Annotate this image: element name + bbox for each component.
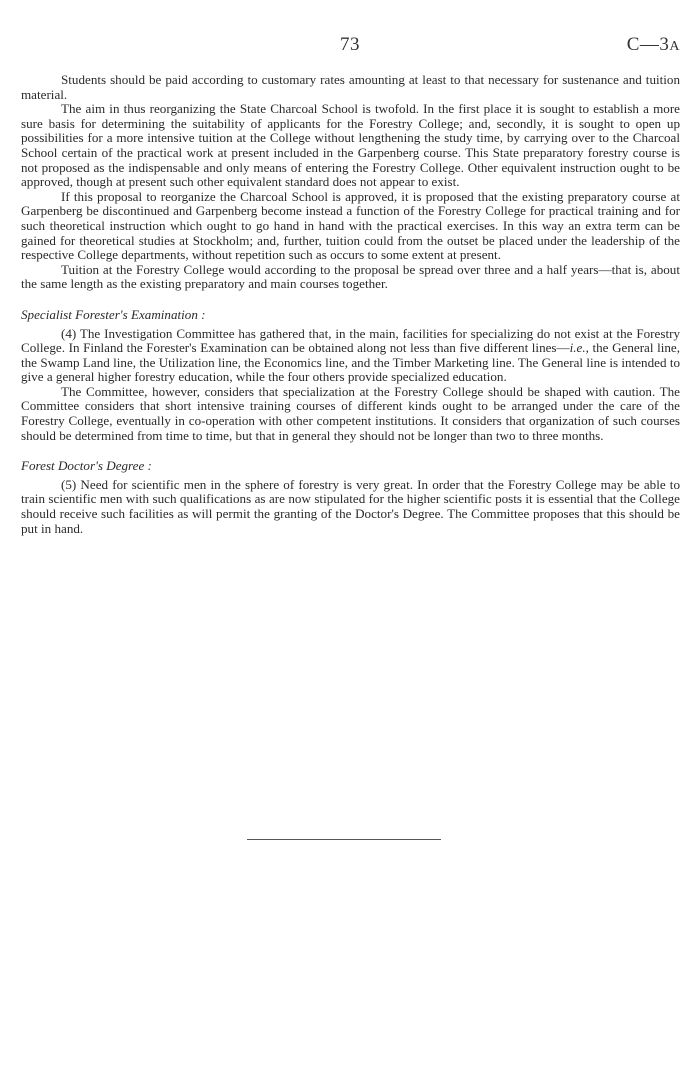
paragraph-student-pay: Students should be paid according to customary rates amounting at least to that necessary for sustenance and tuition material. bbox=[21, 72, 680, 102]
paragraph-specialization-finland-start: (4) The Investigation Committee has gathered that, in the main, facilities for specializing do not exist at the Forestry College. In Finland the Forester's Examination can be obtained along not less than five different lines— bbox=[21, 325, 680, 356]
paragraph-specialization-caution: The Committee, however, considers that specialization at the Forestry College should be shaped with caution. The Committee considers that short intensive training courses of different kinds ought to be arranged under the care of the Forestry College, eventually in co-operation with other competent institutions. It considers that organization of such courses should be determined from time to time, but that in general they should not be longer than two to three months. bbox=[21, 383, 680, 443]
paragraph-doctor-degree: (5) Need for scientific men in the sphere of forestry is very great. In order that the Forestry College may be able to train scientific men with such qualifications as are now stipulated for the higher scientific posts it is essential that the College should receive such facilities as will permit the granting of the Doctor's Degree. The Committee proposes that this should be put in hand. bbox=[21, 476, 680, 536]
paragraph-reorganization-aim: The aim in thus reorganizing the State Charcoal School is twofold. In the first place it is sought to establish a more sure basis for determining the suitability of applicants for the Forestry College; and, secondly, it is sought to open up possibilities for a more intensive tuition at the College without lengthening the study time, by carrying over to the Charcoal School certain of the practical work at present included in the Garpenberg course. This State preparatory forestry course is not proposed as the indispensable and only means of entering the Forestry College. Other equivalent instruction ought to be approved, though at present such other equivalent standard does not appear to exist. bbox=[21, 101, 680, 190]
paragraph-specialization-finland bbox=[21, 327, 680, 385]
body-text bbox=[21, 73, 680, 536]
paragraph-specialization-finland-end: , the General line, the Swamp Land line, the Utilization line, the Economics line, and the Timber Marketing line. The General line is intended to give a general higher forestry education, while the four others provide specialized education. bbox=[21, 340, 680, 385]
ie-abbreviation: i.e. bbox=[569, 340, 586, 356]
heading-specialist-examination: Specialist Forester's Examination : bbox=[21, 306, 206, 322]
paragraph-tuition-duration: Tuition at the Forestry College would according to the proposal be spread over three and a half years—that is, about the same length as the existing preparatory and main courses together. bbox=[21, 261, 680, 292]
paragraph-garpenberg-proposal: If this proposal to reorganize the Charcoal School is approved, it is proposed that the existing preparatory course at Garpenberg be discontinued and Garpenberg become instead a function of the Forestry College for practical training and for such theoretical instruction which ought to go hand in hand with the practical exercises. In this way an extra term can be gained for theoretical studies at Stockholm; and, further, tuition could from the outset be placed under the leadership of the respective College departments, without repetition such as occurs to some extent at present. bbox=[21, 188, 680, 263]
document-reference-suffix: A bbox=[669, 39, 680, 54]
document-reference-main: C—3 bbox=[626, 34, 670, 55]
page-number: 73 bbox=[340, 34, 360, 55]
document-reference bbox=[627, 34, 680, 56]
section-end-rule bbox=[247, 839, 441, 840]
heading-forest-doctor-degree: Forest Doctor's Degree : bbox=[21, 458, 152, 474]
